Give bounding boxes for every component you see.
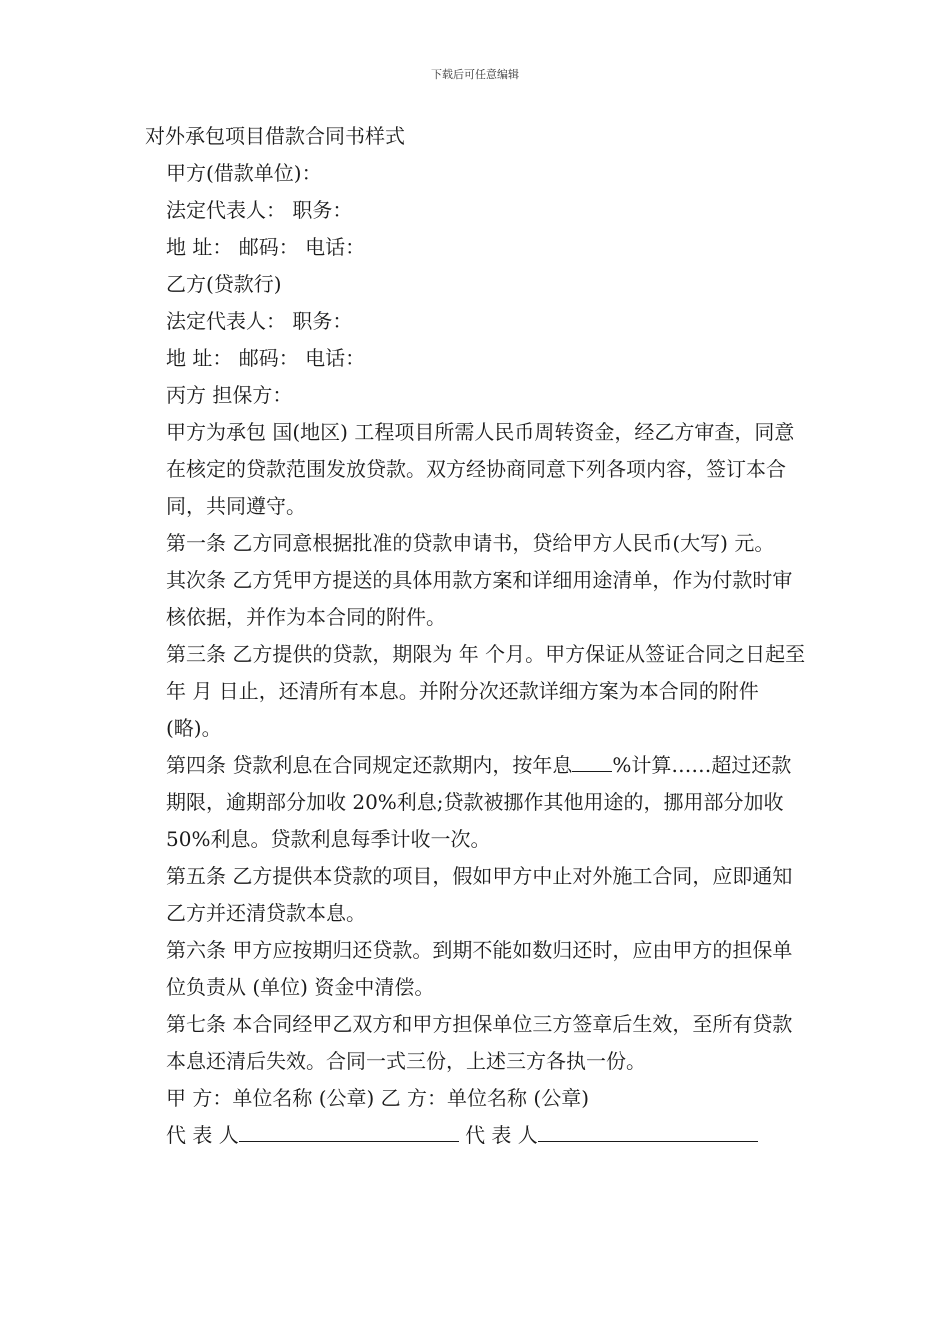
article-4 — [145, 747, 809, 858]
rep-a-label: 代 表 人 — [166, 1123, 239, 1147]
party-a-line: 甲方(借款单位)： — [166, 161, 322, 185]
party-b-line: 乙方(贷款行) — [166, 272, 282, 296]
article-6: 第六条 甲方应按期归还贷款。到期不能如数归还时，应由甲方的担保单位负责从 (单位) 资金中清偿。 — [166, 938, 793, 999]
article-3: 第三条 乙方提供的贷款，期限为 年 个月。甲方保证从签证合同之日起至 年 月 日止，还清所有本息。并附分次还款详细方案为本合同的附件(略)。 — [166, 642, 806, 740]
article-5: 第五条 乙方提供本贷款的项目，假如甲方中止对外施工合同，应即通知乙方并还清贷款本息。 — [166, 864, 793, 925]
rep-a-signature-blank — [239, 1117, 459, 1142]
party-c-line: 丙方 担保方： — [166, 383, 293, 407]
signature-parties: 甲 方：单位名称 (公章) 乙 方：单位名称 (公章) — [166, 1086, 589, 1110]
intro-paragraph: 甲方为承包 国(地区) 工程项目所需人民币周转资金，经乙方审查，同意在核定的贷款范围发放贷款。双方经协商同意下列各项内容，签订本合同，共同遵守。 — [166, 420, 795, 518]
representative-line — [145, 1117, 809, 1154]
party-a-address: 地 址： 邮码： 电话： — [166, 235, 366, 259]
rep-b-signature-blank — [538, 1117, 758, 1142]
article-1: 第一条 乙方同意根据批准的贷款申请书，贷给甲方人民币(大写) 元。 — [166, 531, 775, 555]
article-2: 其次条 乙方凭甲方提送的具体用款方案和详细用途清单，作为付款时审核依据，并作为本合同的附件。 — [166, 568, 793, 629]
article-4-part-2: %计算……超过还款期限，逾期部分加收 20%利息;贷款被挪作其他用途的，挪用部分加收 50%利息。贷款利息每季计收一次。 — [166, 753, 792, 851]
article-4-part-1: 第四条 贷款利息在合同规定还款期内，按年息 — [166, 753, 573, 777]
contract-body — [145, 118, 809, 1154]
party-b-address: 地 址： 邮码： 电话： — [166, 346, 366, 370]
page-header: 下载后可任意编辑 — [431, 68, 519, 81]
document-title: 对外承包项目借款合同书样式 — [145, 124, 405, 148]
party-a-representative: 法定代表人： 职务： — [166, 198, 353, 222]
rep-b-label: 代 表 人 — [465, 1123, 538, 1147]
interest-rate-blank — [572, 747, 612, 772]
article-7: 第七条 本合同经甲乙双方和甲方担保单位三方签章后生效，至所有贷款本息还清后失效。合同一式三份，上述三方各执一份。 — [166, 1012, 793, 1073]
party-b-representative: 法定代表人： 职务： — [166, 309, 353, 333]
